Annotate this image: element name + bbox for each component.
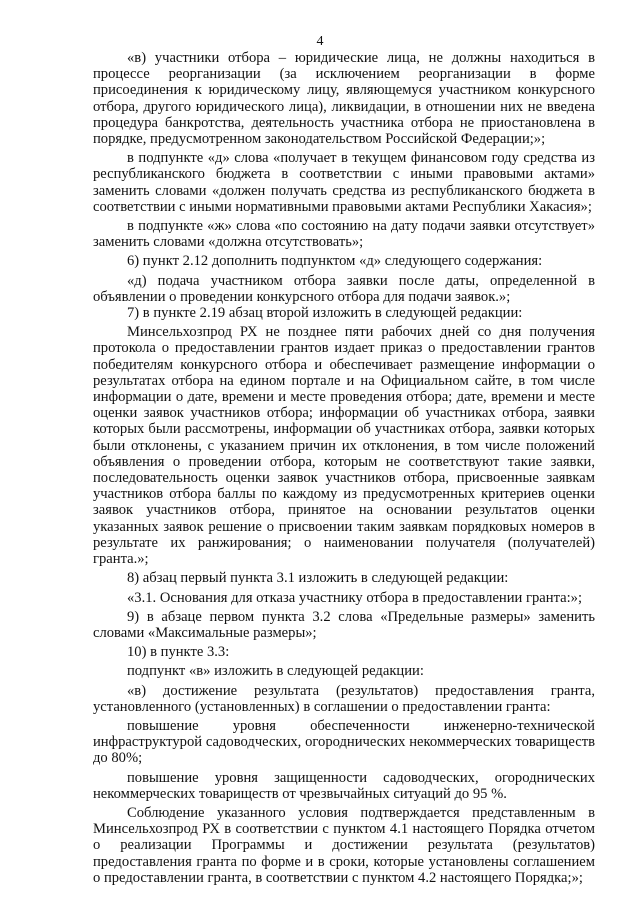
paragraph-3-1: «3.1. Основания для отказа участнику отбора в предоставлении гранта:»; — [127, 589, 583, 606]
paragraph-item-10: 10) в пункте 3.3: — [127, 644, 230, 661]
paragraph-result-achievement: «в) достижение результата (результатов) предоставления гранта, установленного (установленных) в соглашении о предоставлении гранта: — [93, 682, 595, 715]
paragraph-item-9: 9) в абзаце первом пункта 3.2 слова «Предельные размеры» заменить словами «Максимальные размеры»; — [93, 608, 595, 641]
paragraph-subpoint-zh: в подпункте «ж» слова «по состоянию на дату подачи заявки отсутствует» заменить словами «должна отсутствовать»; — [93, 218, 595, 251]
page-number: 4 — [316, 34, 324, 49]
paragraph-subpoint-v: «в) участники отбора – юридические лица, не должны находиться в процессе реорганизации (за исключением реорганизации в форме присоединения к юридическому лицу, являющемуся участником конкурсного отбора, другого юридического лица), ликвидации, в отношении них не введена процедура банкротства, деятельность участника отбора не приостановлена в порядке, предусмотренном законодательством Российской Федерации;»; — [93, 50, 595, 148]
paragraph-infrastructure-target: повышение уровня обеспеченности инженерно-технической инфраструктурой садоводческих, огороднических некоммерческих товариществ до 80%; — [93, 717, 595, 767]
paragraph-subpoint-v-heading: подпункт «в» изложить в следующей редакции: — [127, 663, 424, 680]
paragraph-subpoint-d: в подпункте «д» слова «получает в текущем финансовом году средства из республиканского бюджета в соответствии с иными правовыми актами» заменить словами «должен получать средства из республиканского бюджета в соответствии с иными нормативными правовыми актами Республики Хакасия»; — [93, 150, 595, 215]
paragraph-minselkhozprod-order: Минсельхозпрод РХ не позднее пяти рабочих дней со дня получения протокола о предоставлении грантов издает приказ о предоставлении грантов победителям конкурсного отбора и обеспечивает размещение информации о результатах отбора на едином портале и на Официальном сайте, в том числе информации о дате, времени и месте проведения отбора; дате, времени и месте оценки заявок участников отбора; информации об участниках отбора, заявки которых были рассмотрены, информации об участниках отбора, заявки которых были отклонены, с указанием причин их отклонения, в том числе положений объявления о проведении отбора, которым не соответствуют такие заявки, последовательность оценки заявок участников отбора, присвоенные заявкам участников отбора баллы по каждому из предусмотренных критериев оценки заявок участников отбора, принятое на основании результатов оценки указанных заявок решение о присвоении таким заявкам порядковых номеров в результате их ранжирования; о наименовании получателя (получателей) гранта.»; — [93, 324, 595, 568]
document-body — [93, 50, 595, 886]
paragraph-item-8: 8) абзац первый пункта 3.1 изложить в следующей редакции: — [127, 570, 509, 587]
paragraph-new-subpoint-d: «д) подача участником отбора заявки после даты, определенной в объявлении о проведении конкурсного отбора для подачи заявок.»; — [93, 272, 595, 305]
paragraph-item-6: 6) пункт 2.12 дополнить подпунктом «д» следующего содержания: — [127, 253, 543, 270]
paragraph-compliance-confirmation: Соблюдение указанного условия подтверждается представленным в Минсельхозпрод РХ в соответствии с пунктом 4.1 настоящего Порядка отчетом о реализации Программы и достижении результата (результатов) предоставления гранта по форме и в сроки, которые установлены соглашением о предоставлении гранта, в соответствии с пунктом 4.2 настоящего Порядка;»; — [93, 804, 595, 886]
paragraph-item-7: 7) в пункте 2.19 абзац второй изложить в следующей редакции: — [127, 305, 523, 322]
paragraph-protection-target: повышение уровня защищенности садоводческих, огороднических некоммерческих товариществ от чрезвычайных ситуаций до 95 %. — [93, 769, 595, 802]
